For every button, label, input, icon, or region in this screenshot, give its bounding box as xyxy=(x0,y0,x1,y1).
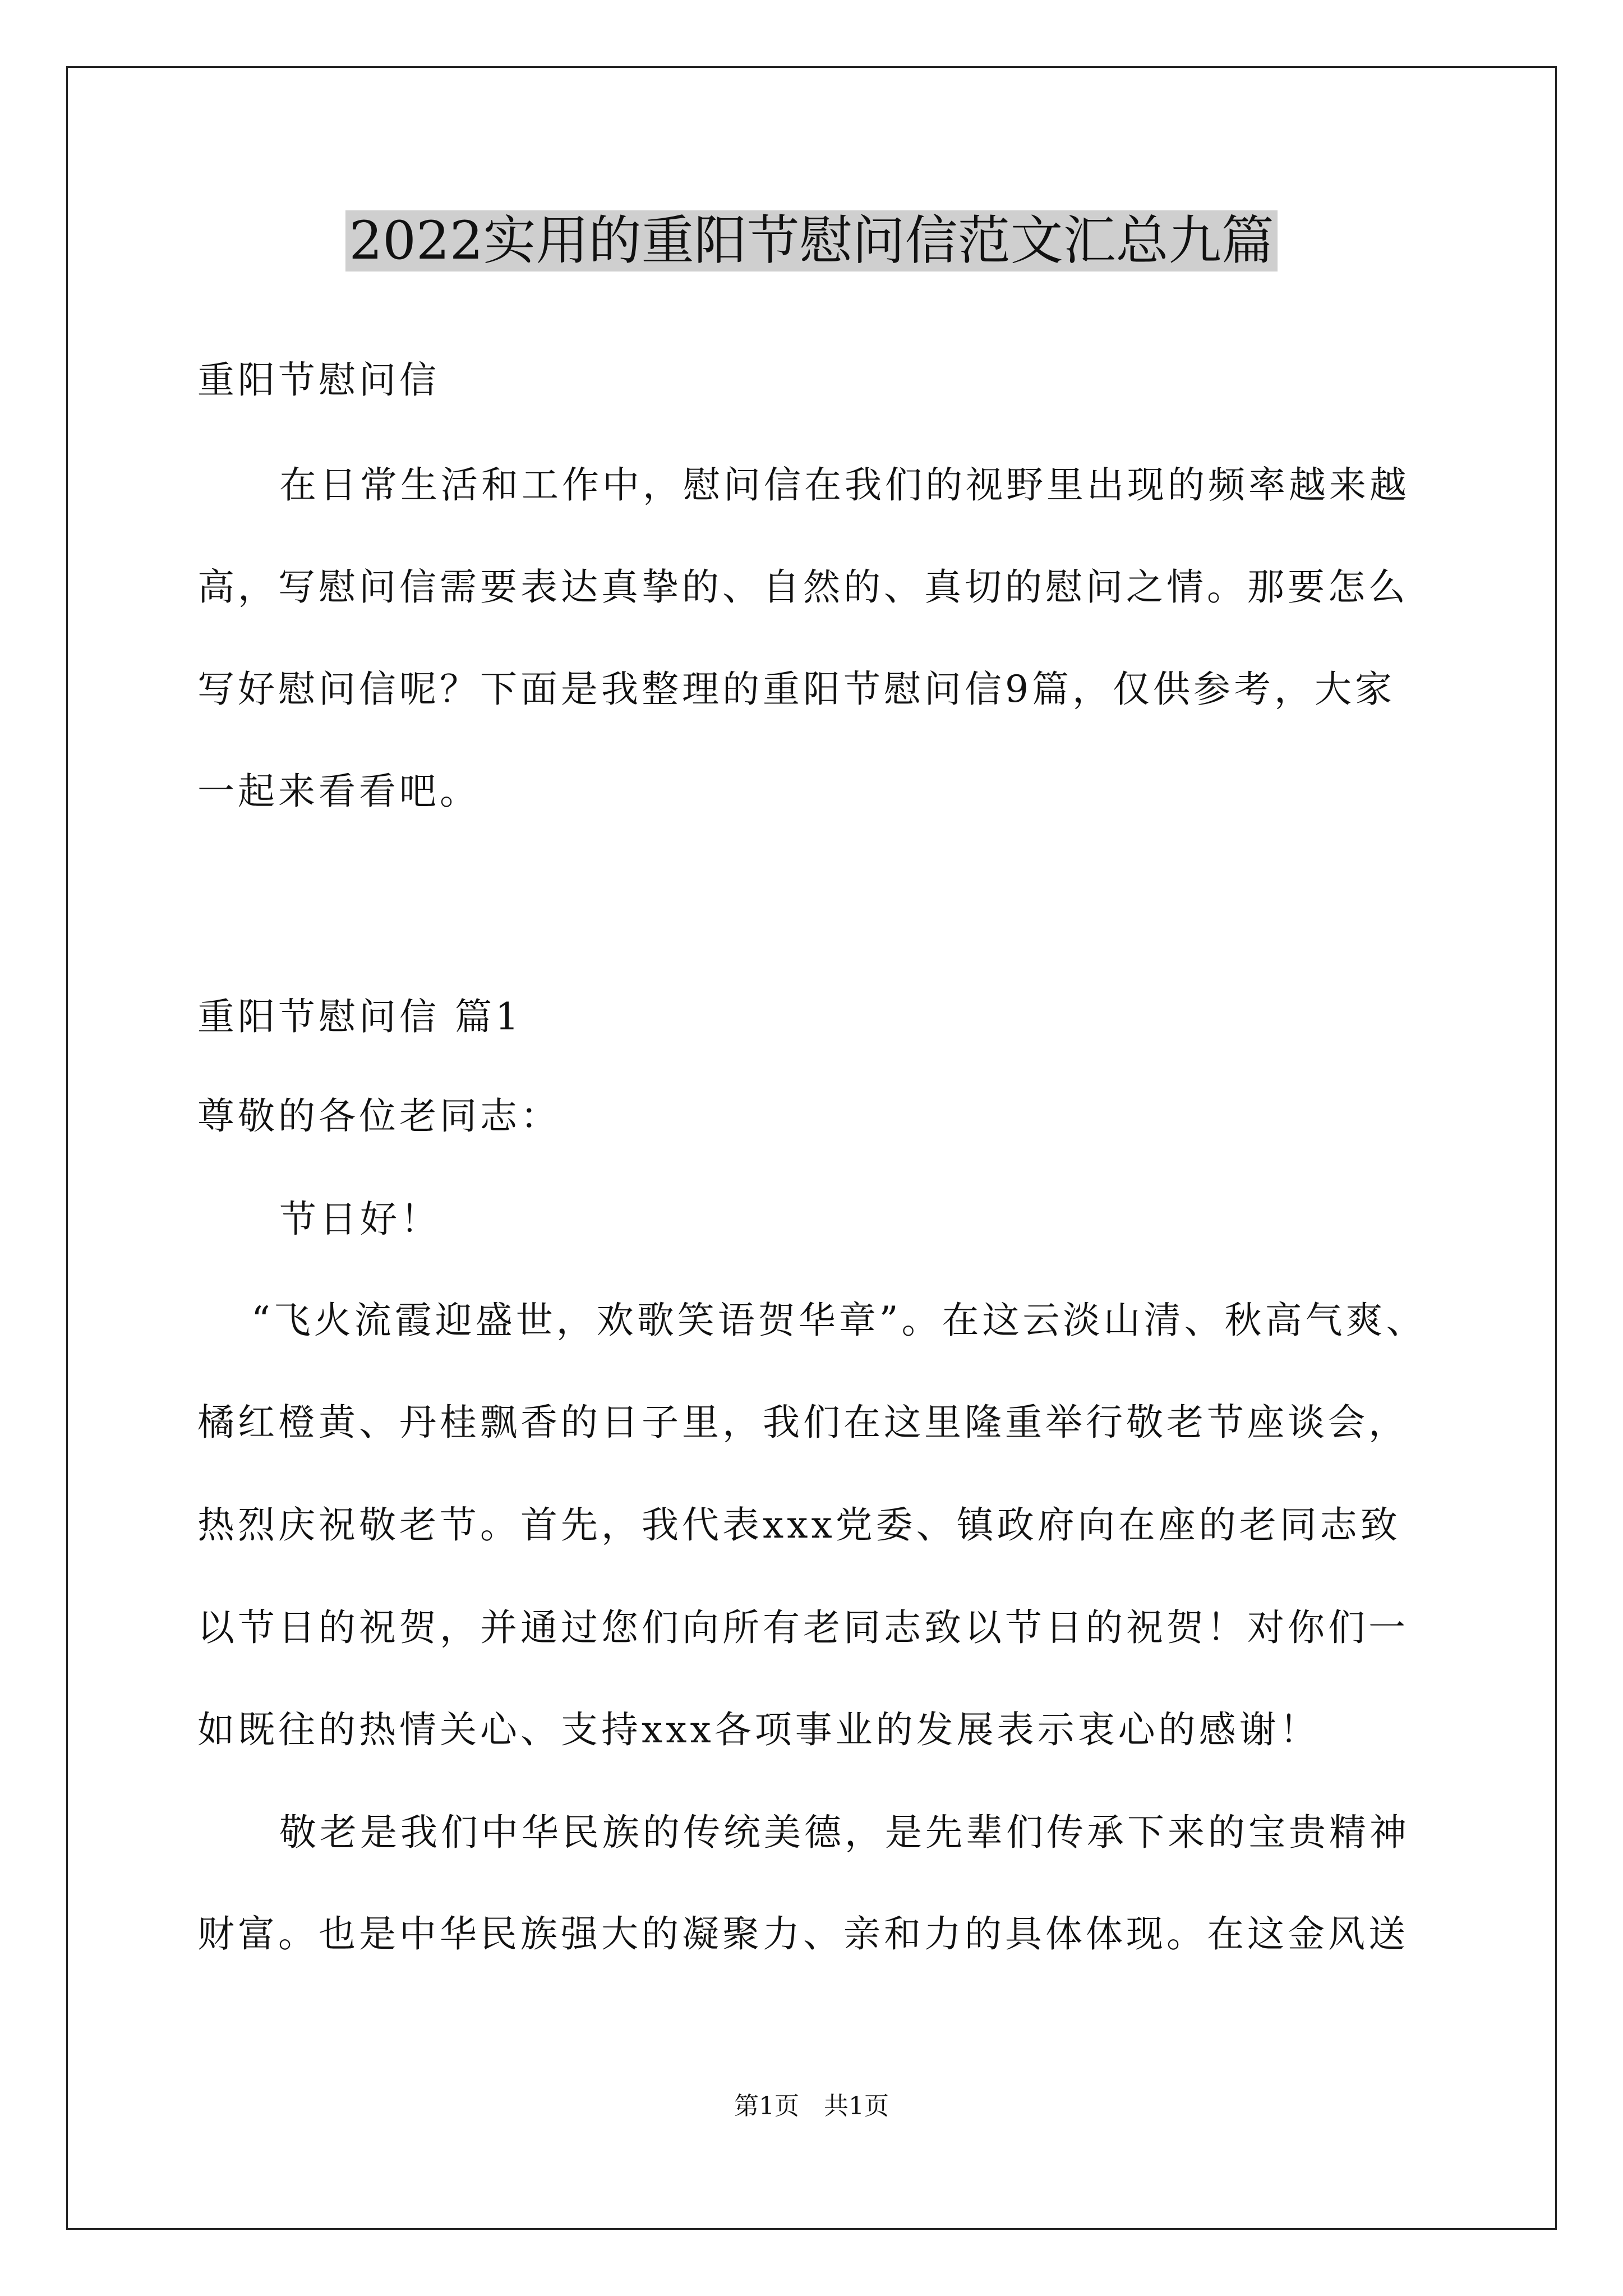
body2-line-2: 财富。也是中华民族强大的凝聚力、亲和力的具体体现。在这金风送 xyxy=(197,1912,1409,1955)
intro-line-3: 写好慰问信呢？下面是我整理的重阳节慰问信9篇，仅供参考，大家 xyxy=(197,668,1395,711)
salutation: 尊敬的各位老同志： xyxy=(197,1094,561,1138)
document-title xyxy=(0,205,1623,278)
document-title-text: 2022实用的重阳节慰问信范文汇总九篇 xyxy=(345,210,1277,272)
intro-line-1: 在日常生活和工作中，慰问信在我们的视野里出现的频率越来越 xyxy=(279,463,1410,507)
body2-line-1: 敬老是我们中华民族的传统美德，是先辈们传承下来的宝贵精神 xyxy=(279,1811,1410,1854)
section-heading: 重阳节慰问信 xyxy=(197,358,440,402)
body1-line-4: 以节日的祝贺，并通过您们向所有老同志致以节日的祝贺！对你们一 xyxy=(197,1606,1409,1649)
section-title: 重阳节慰问信 篇1 xyxy=(197,995,522,1038)
greeting: 节日好！ xyxy=(279,1198,441,1241)
body1-line-1: “飞火流霞迎盛世，欢歌笑语贺华章”。在这云淡山清、秋高气爽、 xyxy=(251,1299,1427,1342)
intro-line-4: 一起来看看吧。 xyxy=(197,770,480,813)
page-footer: 第1页 共1页 xyxy=(734,2092,889,2120)
body1-line-5: 如既往的热情关心、支持xxx各项事业的发展表示衷心的感谢！ xyxy=(197,1708,1320,1751)
body1-line-2: 橘红橙黄、丹桂飘香的日子里，我们在这里隆重举行敬老节座谈会， xyxy=(197,1401,1409,1444)
intro-line-2: 高，写慰问信需要表达真挚的、自然的、真切的慰问之情。那要怎么 xyxy=(197,565,1409,609)
body1-line-3: 热烈庆祝敬老节。首先，我代表xxx党委、镇政府向在座的老同志致 xyxy=(197,1503,1401,1547)
